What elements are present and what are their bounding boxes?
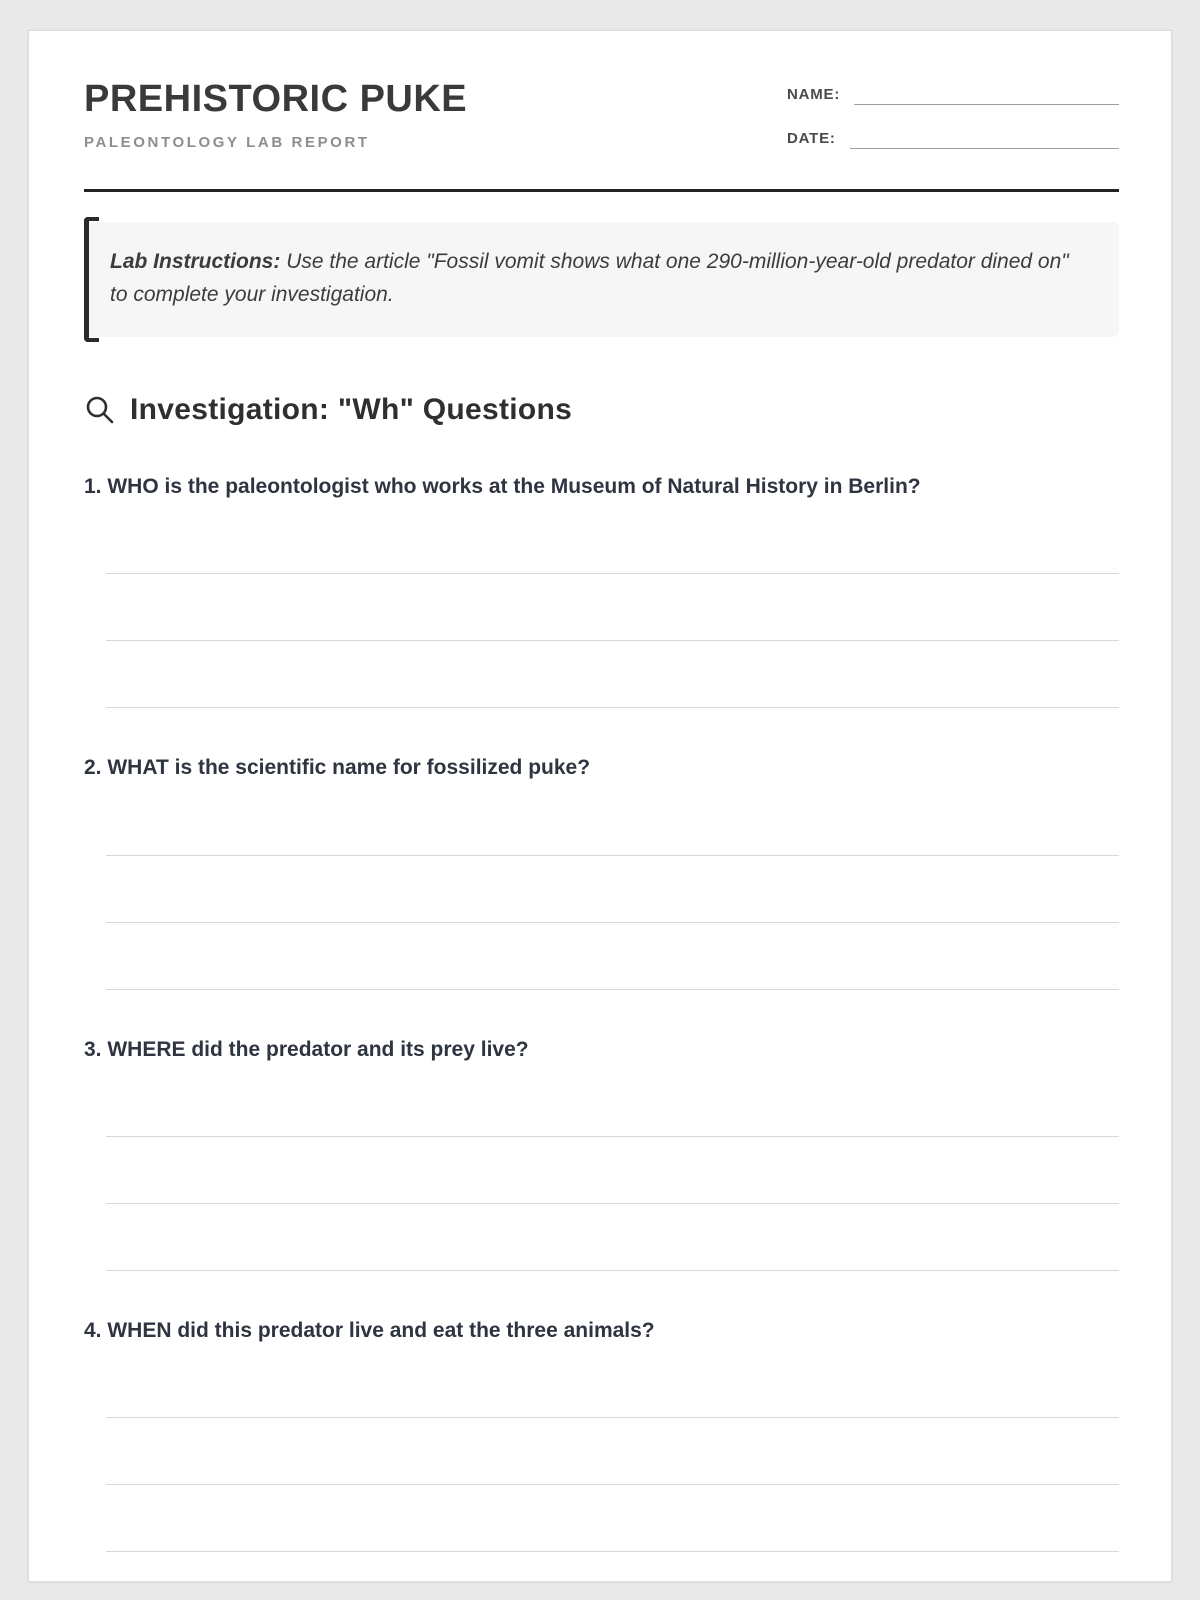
- question-item: [84, 1317, 1119, 1552]
- answer-line: [106, 1070, 1119, 1137]
- question-text: [84, 1036, 1119, 1064]
- question-item: [84, 1036, 1119, 1271]
- question-label: WHEN did this predator live and eat the three animals?: [107, 1319, 655, 1343]
- question-text: [84, 1317, 1119, 1345]
- page-title: PREHISTORIC PUKE: [84, 78, 468, 120]
- answer-line: [106, 507, 1119, 574]
- bracket-decoration-icon: [84, 217, 99, 342]
- question-text: [84, 754, 1119, 782]
- header: [84, 79, 1119, 173]
- question-label: WHAT is the scientific name for fossilized puke?: [107, 756, 591, 780]
- header-titles: [84, 79, 467, 151]
- question-label: WHO is the paleontologist who works at the Museum of Natural History in Berlin?: [107, 475, 921, 499]
- answer-line: [106, 641, 1119, 708]
- name-field-row: [787, 85, 1119, 105]
- answer-line: [106, 1485, 1119, 1552]
- question-number: 1.: [84, 475, 102, 499]
- answer-line: [106, 789, 1119, 856]
- section-title: Investigation: "Wh" Questions: [130, 393, 573, 427]
- answer-area: [106, 1351, 1119, 1552]
- answer-area: [106, 507, 1119, 708]
- answer-line: [106, 1418, 1119, 1485]
- search-icon: [84, 394, 116, 426]
- name-underline: [854, 85, 1119, 105]
- question-label: WHERE did the predator and its prey live?: [107, 1037, 529, 1061]
- instructions-label: Lab Instructions:: [110, 250, 281, 273]
- date-underline: [850, 129, 1119, 149]
- answer-area: [106, 1070, 1119, 1271]
- answer-line: [106, 923, 1119, 990]
- question-number: 2.: [84, 756, 102, 780]
- answer-line: [106, 1351, 1119, 1418]
- date-field-row: [787, 129, 1119, 149]
- answer-line: [106, 856, 1119, 923]
- header-divider: [84, 189, 1119, 192]
- instructions-text: Use the article "Fossil vomit shows what one 290-million-year-old predator dined on" to complete your investigation.: [110, 250, 1069, 306]
- answer-line: [106, 574, 1119, 641]
- answer-line: [106, 1204, 1119, 1271]
- question-item: [84, 473, 1119, 708]
- answer-area: [106, 789, 1119, 990]
- question-number: 3.: [84, 1037, 102, 1061]
- section-heading: [84, 393, 1119, 427]
- question-item: [84, 754, 1119, 989]
- question-text: [84, 473, 1119, 501]
- header-fields: [787, 79, 1119, 173]
- question-number: 4.: [84, 1319, 102, 1343]
- instructions-box: [84, 222, 1119, 337]
- date-label: DATE:: [787, 130, 836, 147]
- name-label: NAME:: [787, 86, 841, 103]
- page-subtitle: PALEONTOLOGY LAB REPORT: [84, 133, 370, 151]
- answer-line: [106, 1137, 1119, 1204]
- worksheet-page: [28, 30, 1172, 1582]
